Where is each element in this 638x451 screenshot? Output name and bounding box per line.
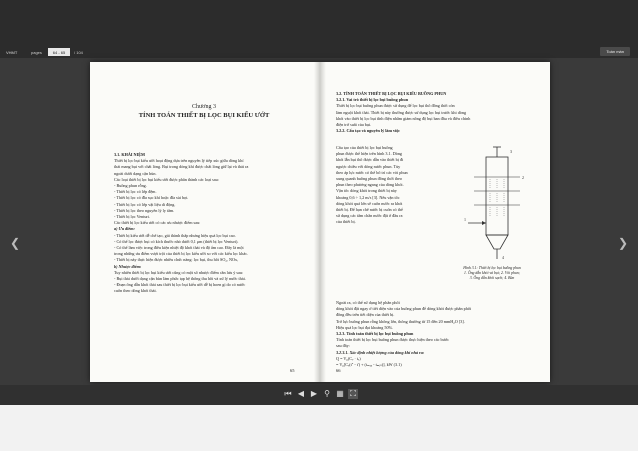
text-line: 3.2.1. Vai trò thiết bị lọc bụi buồng phun — [336, 97, 409, 103]
caption-line: 3. Ống dẫn khói sạch; 4. Bùn — [469, 276, 515, 281]
right-page — [322, 62, 550, 382]
text-line: - Thiết bị lọc có lớp vật liệu di động. — [114, 201, 176, 207]
text-line: - Thiết bị lọc theo nguyên lý ly tâm. — [114, 207, 175, 213]
brand-label: VHMT — [6, 50, 18, 55]
text-line: 3.2.2. Cấu tạo và nguyên lý làm việc — [336, 128, 400, 134]
text-line: ngoài dưới dạng cặn bùn. — [114, 170, 157, 176]
book-spread — [90, 62, 550, 382]
text-line: phun theo phương ngang của dòng khói. — [336, 182, 404, 188]
text-line: sau đây: — [336, 343, 350, 349]
svg-text:3: 3 — [510, 149, 512, 154]
text-line: thải mang bụi với chất lỏng. Bụi trong dòng khí được chất lỏng giữ lại và thải ra — [114, 164, 249, 170]
text-line: xung quanh buồng phun đồng thời theo — [336, 176, 402, 182]
text-line: Thiết bị lọc bụi kiểu ướt hoạt động dựa trên nguyên lý tiếp xúc giữa dòng khí — [114, 158, 244, 164]
text-line: Trở lực buồng phun rỗng không lớn, thông thường từ 15 đến 20 mmH₂O [3]. — [336, 318, 465, 324]
text-line: Các loại thiết bị lọc bụi kiểu ướt được phân thành các loại sau: — [114, 176, 219, 182]
first-page-icon[interactable]: ⏮ — [284, 389, 292, 398]
text-line: sử dụng các tấm chắn nước đặt ở đầu ra — [336, 213, 403, 219]
text-line: theo áp lực nước có thể bố trí các vòi phun — [336, 169, 408, 175]
text-line: 3.2.3. Tính toán thiết bị lọc bụi buồng phun — [336, 331, 414, 337]
text-line: - Có thể lọc được bụi có kích thước nhỏ dưới 0,1 μm (thiết bị lọc Venturi). — [114, 238, 239, 244]
text-line: ngược chiều với dòng nước phun. Tùy — [336, 163, 401, 169]
text-line: - Thiết bị lọc có lớp đệm. — [114, 189, 157, 195]
text-line: Tính toán thiết bị lọc bụi buồng phun được thực hiện theo các bước — [336, 337, 449, 343]
fit-icon[interactable]: ⛶ — [348, 389, 358, 399]
text-line: của thiết bị. — [336, 219, 356, 225]
left-page — [90, 62, 318, 382]
text-line: phun được thể hiện trên hình 3.1. Dòng — [336, 151, 403, 157]
zoom-icon[interactable]: ⚲ — [324, 389, 330, 398]
text-line: khói vào thiết bị lọc bụi tĩnh điện nhằm giảm nồng độ bụi ban đầu và điều chỉnh — [336, 115, 471, 121]
text-line: Thiết bị lọc bụi buồng phun được sử dụng để lọc bụi thô đồng thời còn — [336, 103, 455, 109]
text-line: cuốn theo dòng khói thải. — [114, 288, 157, 294]
text-line: khói lẫn bụi thô được dẫn vào thiết bị đi — [336, 157, 404, 163]
top-toolbar — [0, 0, 638, 58]
caption-line: Hình 3.1: Thiết bị lọc bụi buồng phun — [463, 266, 521, 270]
text-line: điện trở suất của bụi. — [336, 122, 372, 128]
text-line: khoảng 0,6 ÷ 1,2 m/s [3]. Nếu vận tốc — [336, 194, 400, 200]
text-line: dòng khói đặt ngay ở tiết diện vào của buồng phun để dòng khói được phân phối — [336, 306, 472, 312]
caption-line: 1. Ống dẫn khói và bụi; 2. Vòi phun; — [464, 271, 520, 276]
text-line: Q = V₀(Cᵥ · tᵥ) — [336, 355, 361, 361]
text-line: b) Nhược điểm: — [114, 263, 142, 269]
text-line: làm nguội khói thải. Thiết bị này thường được sử dụng lọc bụi trước khi dòng — [336, 109, 467, 115]
text-line: - Thiết bị lọc có đĩa sục khí hoặc đĩa sủi bọt. — [114, 195, 189, 201]
text-line: trong những ưu điểm vượt trội của thiết bị lọc kiểu ướt so với các kiểu lọc khác. — [114, 251, 249, 257]
page-total-label: / 104 — [74, 50, 83, 55]
text-line: - Có thể làm việc trong điều kiện nhiệt độ khói thải và độ ẩm cao. Đây là một — [114, 245, 244, 251]
text-line: - Thiết bị này thực hiện được nhiều chức năng: lọc bụi, thu hồi SO₂, NOx, — [114, 257, 239, 263]
prev-page-icon[interactable]: ◀ — [297, 389, 305, 398]
left-page-number: 65 — [290, 368, 295, 373]
pages-label: pages — [31, 50, 42, 55]
chapter-label: Chương 3 — [192, 104, 216, 110]
right-page-column-text — [336, 145, 450, 226]
text-line: - Thiết bị lọc Venturi. — [114, 214, 151, 220]
right-page-lower-text — [336, 300, 526, 368]
fullscreen-button[interactable]: Toàn màn — [600, 47, 630, 56]
text-line: dòng khói quá lớn sẽ cuốn nước ra khỏi — [336, 200, 403, 206]
next-spread-arrow-icon[interactable]: ❯ — [618, 236, 629, 250]
right-page-top-text — [336, 91, 526, 134]
text-line: 3.2. TÍNH TOÁN THIẾT BỊ LỌC BỤI KIỂU BUỒNG PHUN — [336, 91, 447, 96]
footer-area — [0, 405, 638, 451]
text-line: thiết bị. Để hạn chế nước bị cuốn có thể — [336, 207, 403, 213]
bottom-controls — [0, 385, 638, 405]
text-line: 3.2.3.1. Xác định nhiệt lượng của dòng khí nhả ra: — [336, 349, 425, 355]
text-line: Vận tốc dòng khói trong thiết bị này — [336, 188, 397, 194]
text-line: - Bụi thải dưới dạng cặn bùn làm phức tạp hệ thống thu hồi và xử lý nước thải. — [114, 276, 246, 282]
thumbnails-icon[interactable]: ▦ — [336, 389, 344, 398]
text-line: Ngoài ra, có thể sử dụng hệ phân phối — [336, 300, 400, 305]
svg-text:1: 1 — [464, 217, 466, 222]
next-page-icon[interactable]: ▶ — [310, 389, 318, 398]
text-line: - Buồng phun rỗng. — [114, 183, 147, 189]
text-line: 3.1. KHÁI NIỆM — [114, 152, 145, 157]
text-line: Các thiết bị lọc kiểu ướt có các ưu nhược điểm sau: — [114, 220, 201, 226]
svg-text:4: 4 — [502, 255, 504, 260]
spray-chamber-figure — [460, 145, 536, 263]
text-line: - Đoạn ống dẫn khói thải sau thiết bị lọc bụi kiểu ướt dễ bị hoen gỉ do có nước — [114, 282, 246, 288]
chapter-title: TÍNH TOÁN THIẾT BỊ LỌC BỤI KIỂU ƯỚT — [138, 112, 270, 119]
text-line: Hiệu quả lọc bụi đạt khoảng 50%. — [336, 324, 394, 330]
right-page-number: 66 — [336, 368, 341, 373]
left-page-text — [114, 152, 299, 295]
figure-caption — [452, 266, 532, 282]
text-line: Tuy nhiên thiết bị lọc bụi kiểu ướt cũng có một số nhược điểm cần lưu ý sau: — [114, 269, 244, 275]
text-line: = V₀[Cᵥ(t'' - t') + (tₘₐₓ - tₘᵢₙ)], kW (3.1) — [336, 362, 402, 368]
text-line: - Thiết bị kiểu ướt dễ chế tạo, giá thành thấp nhưng hiệu quả lọc bụi cao. — [114, 232, 236, 238]
page-number-input[interactable] — [48, 48, 70, 56]
text-line: Cấu tạo của thiết bị lọc bụi buồng — [336, 145, 393, 150]
svg-text:2: 2 — [522, 175, 524, 180]
prev-spread-arrow-icon[interactable]: ❮ — [10, 236, 21, 250]
text-line: a) Ưu điểm: — [114, 226, 135, 232]
text-line: đồng đều trên tiết diện của thiết bị. — [336, 312, 395, 318]
